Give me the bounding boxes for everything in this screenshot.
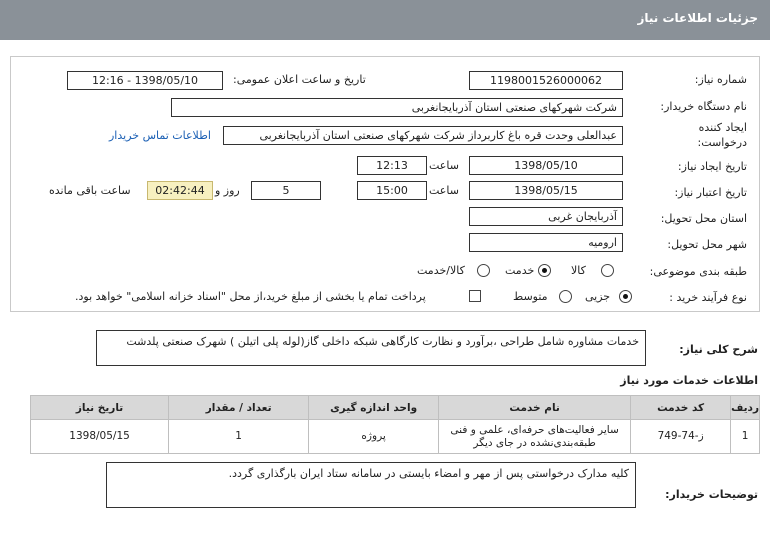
col-row-number: ردیف [731, 396, 760, 420]
process-medium-radio[interactable] [559, 290, 572, 303]
services-table [30, 395, 760, 454]
treasury-payment-note: پرداخت تمام یا بخشی از مبلغ خرید،از محل "اسناد خزانه اسلامی" خواهد بود. [75, 290, 426, 303]
col-service-name: نام خدمت [439, 396, 631, 420]
unit-cell: پروژه [309, 420, 439, 454]
category-service-label: خدمت [505, 264, 535, 277]
need-number-label: شماره نیاز: [694, 73, 747, 86]
city-field: ارومیه [469, 233, 623, 252]
province-label: استان محل تحویل: [660, 212, 747, 225]
process-minor-label: جزیی [585, 290, 611, 303]
category-goods-service-radio[interactable] [477, 264, 490, 277]
process-type-label: نوع فرآیند خرید : [669, 291, 747, 304]
table-row [31, 420, 760, 454]
buyer-contact-link[interactable]: اطلاعات تماس خریدار [109, 129, 211, 142]
days-label: روز و [215, 184, 240, 197]
col-need-date: تاریخ نیاز [31, 396, 169, 420]
province-field: آذربایجان غربی [469, 207, 623, 226]
service-name-cell: سایر فعالیت‌های حرفه‌ای، علمی و فنی طبقه‌بندی‌نشده در جای دیگر [439, 420, 631, 454]
page-header [0, 0, 770, 40]
city-label: شهر محل تحویل: [667, 238, 747, 251]
col-service-code: کد خدمت [631, 396, 731, 420]
category-goods-label: کالا [571, 264, 586, 277]
validity-date-label: تاریخ اعتبار نیاز: [674, 186, 747, 199]
creator-label-line1: ایجاد کننده [698, 121, 747, 134]
process-minor-radio[interactable] [619, 290, 632, 303]
col-unit: واحد اندازه گیری [309, 396, 439, 420]
row-number-cell: 1 [731, 420, 760, 454]
col-quantity: تعداد / مقدار [169, 396, 309, 420]
buyer-notes-field: کلیه مدارک درخواستی پس از مهر و امضاء بایستی در سامانه ستاد ایران بارگذاری گردد. [106, 462, 636, 508]
time-remaining-field: 02:42:44 [147, 181, 213, 200]
quantity-cell: 1 [169, 420, 309, 454]
create-time-label: ساعت [429, 159, 459, 172]
validity-time-field: 15:00 [357, 181, 427, 200]
need-date-cell: 1398/05/15 [31, 420, 169, 454]
category-goods-service-label: کالا/خدمت [417, 264, 465, 277]
days-remaining-field: 5 [251, 181, 321, 200]
category-service-radio[interactable] [538, 264, 551, 277]
buyer-notes-label: توضیحات خریدار: [665, 488, 758, 501]
category-goods-radio[interactable] [601, 264, 614, 277]
create-date-field: 1398/05/10 [469, 156, 623, 175]
description-field: خدمات مشاوره شامل طراحی ،برآورد و نظارت کارگاهی شبکه داخلی گاز(لوله پلی اتیلن ) شهرک صنعتی پلدشت [96, 330, 646, 366]
creator-field: عبدالعلی وحدت قره باغ کاربرداز شرکت شهرکهای صنعتی استان آذربایجانغربی [223, 126, 623, 145]
page-title: جزئیات اطلاعات نیاز [637, 11, 758, 25]
treasury-payment-checkbox[interactable] [469, 290, 481, 302]
creator-label-line2: درخواست: [697, 136, 747, 149]
services-section-title: اطلاعات خدمات مورد نیاز [620, 374, 758, 387]
create-date-label: تاریخ ایجاد نیاز: [677, 160, 747, 173]
category-label: طبقه بندی موضوعی: [649, 265, 747, 278]
time-remaining-label: ساعت باقی مانده [49, 184, 131, 197]
validity-time-label: ساعت [429, 184, 459, 197]
service-code-cell: ز-74-749 [631, 420, 731, 454]
services-table-header [31, 396, 760, 420]
need-number-field: 1198001526000062 [469, 71, 623, 90]
need-info-panel [10, 56, 760, 312]
create-time-field: 12:13 [357, 156, 427, 175]
buyer-org-label: نام دستگاه خریدار: [660, 100, 747, 113]
description-label: شرح کلی نیاز: [679, 343, 758, 356]
process-medium-label: متوسط [513, 290, 548, 303]
announce-field: 1398/05/10 - 12:16 [67, 71, 223, 90]
validity-date-field: 1398/05/15 [469, 181, 623, 200]
buyer-org-field: شرکت شهرکهای صنعتی استان آذربایجانغربی [171, 98, 623, 117]
announce-label: تاریخ و ساعت اعلان عمومی: [233, 73, 366, 86]
